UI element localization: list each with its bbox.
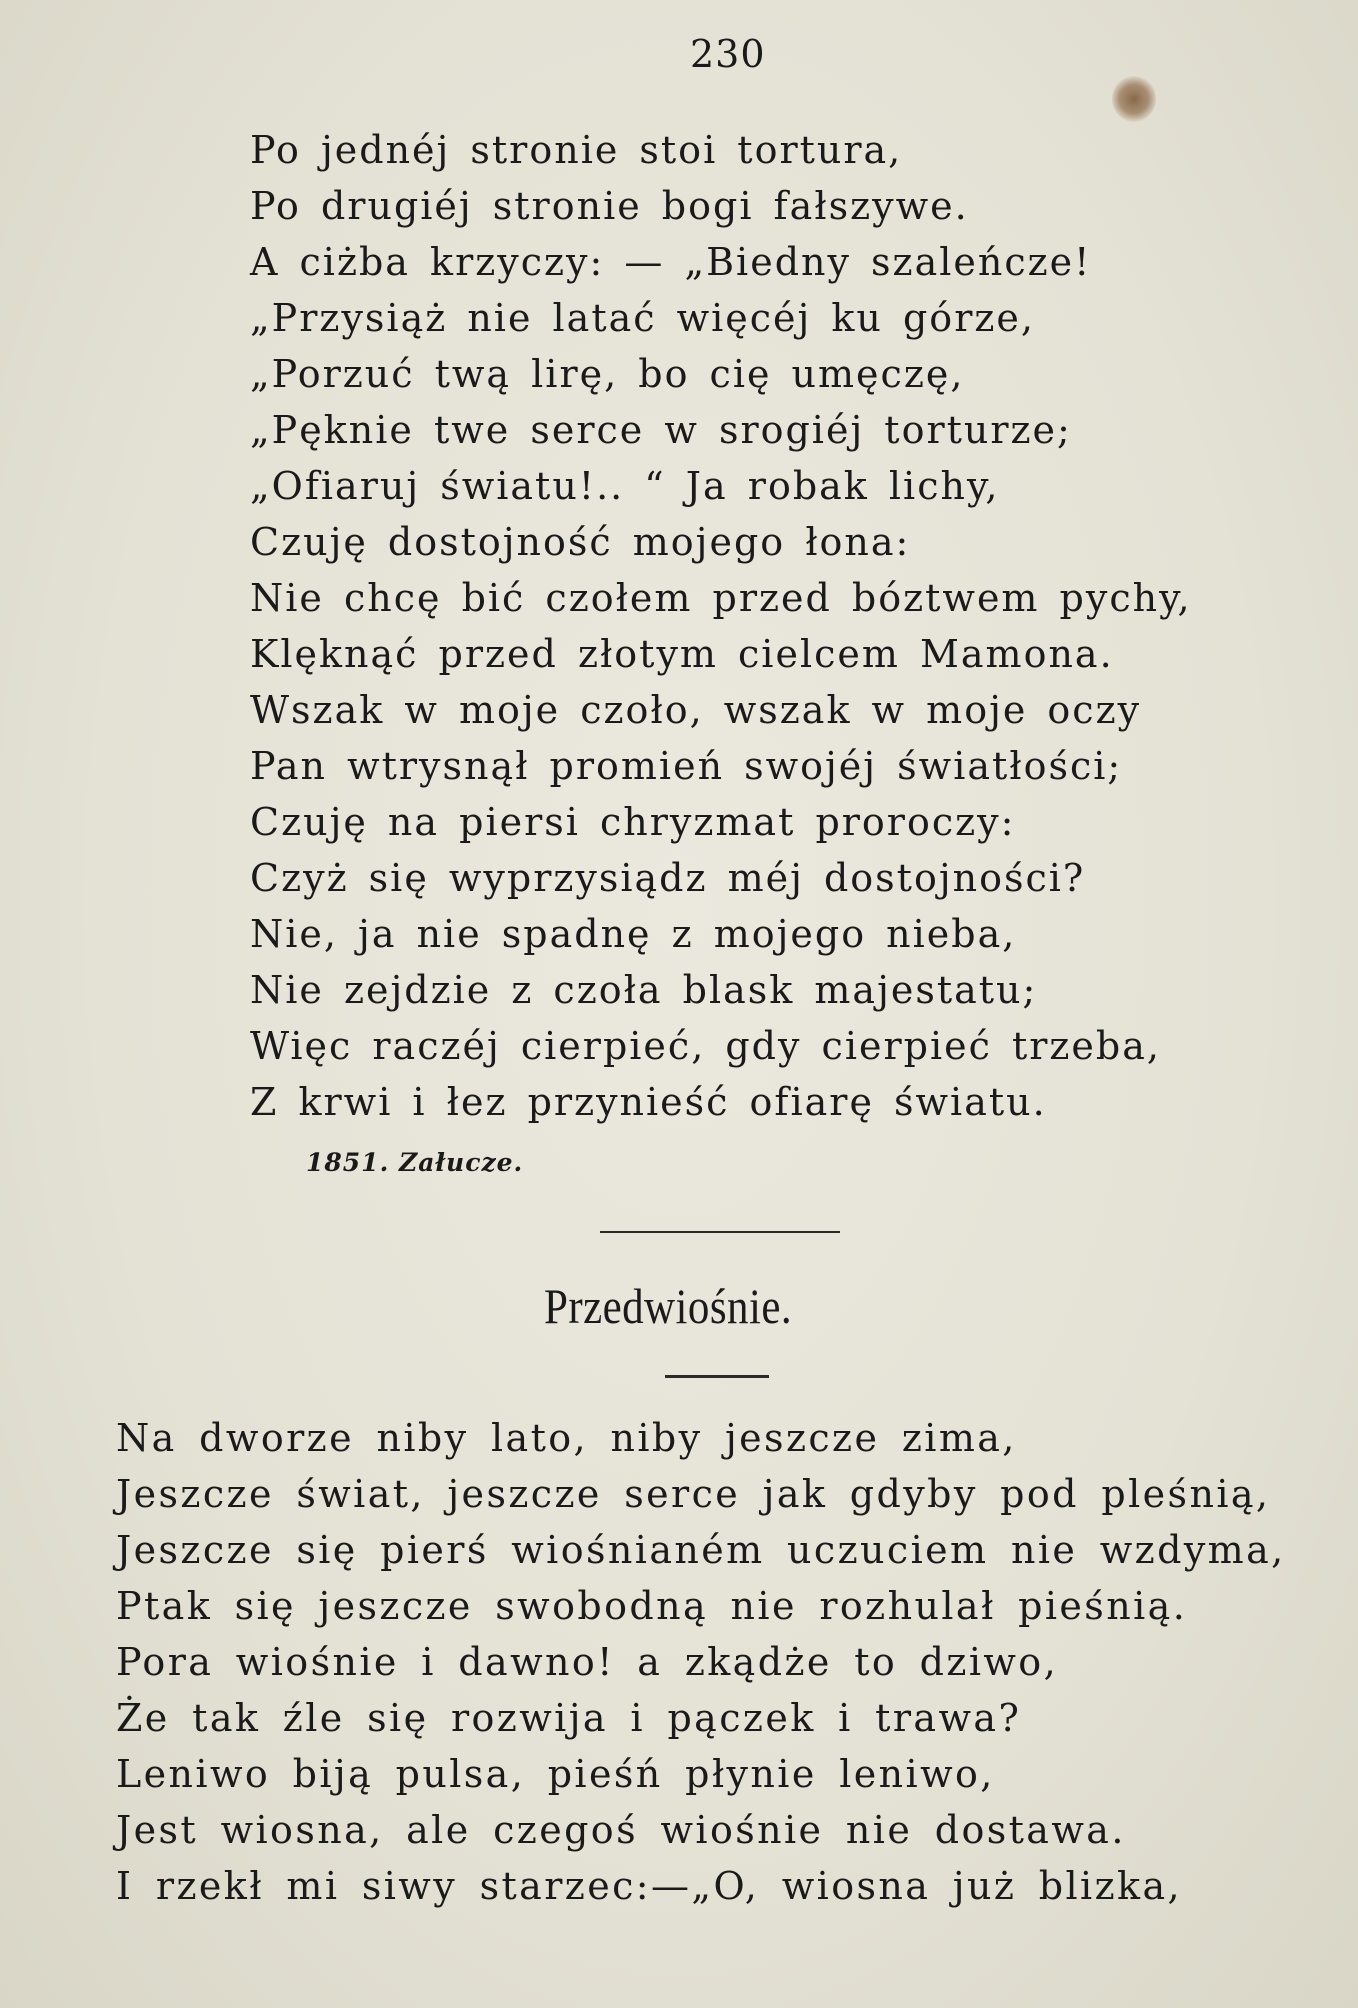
poem-line: Na dworze niby lato, niby jeszcze zima, (116, 1416, 1017, 1460)
poem-line: Jest wiosna, ale czegoś wiośnie nie dostawa. (116, 1808, 1126, 1852)
poem-line: Po drugiéj stronie bogi fałszywe. (250, 184, 969, 228)
poem-line: Więc raczéj cierpieć, gdy cierpieć trzeba, (250, 1024, 1161, 1068)
poem-line: „Ofiaruj światu!.. “ Ja robak lichy, (250, 464, 1000, 508)
page-number: 230 (690, 32, 766, 76)
poem-line: Ptak się jeszcze swobodną nie rozhulał pieśnią. (116, 1584, 1188, 1628)
title-underline (665, 1375, 769, 1378)
poem-line: Leniwo biją pulsa, pieśń płynie leniwo, (116, 1752, 995, 1796)
poem-line: Nie zejdzie z czoła blask majestatu; (250, 968, 1038, 1012)
poem-line: Pan wtrysnął promień swojéj światłości; (250, 744, 1123, 788)
poem-line: „Pęknie twe serce w srogiéj torturze; (250, 408, 1072, 452)
poem-line: Jeszcze świat, jeszcze serce jak gdyby pod pleśnią, (116, 1472, 1271, 1516)
poem-line: Nie, ja nie spadnę z mojego nieba, (250, 912, 1017, 956)
poem-line: Pora wiośnie i dawno! a zkądże to dziwo, (116, 1640, 1059, 1684)
poem-line: I rzekł mi siwy starzec:—„O, wiosna już blizka, (116, 1864, 1182, 1908)
poem-line: Nie chcę bić czołem przed bóztwem pychy, (250, 576, 1192, 620)
poem-line: Czuję dostojność mojego łona: (250, 520, 911, 564)
poem-dateline: 1851. Załucze. (306, 1148, 524, 1177)
paper-stain (1112, 76, 1156, 122)
poem-line: Po jednéj stronie stoi tortura, (250, 128, 903, 172)
poem-line: Że tak źle się rozwija i pączek i trawa? (116, 1696, 1022, 1740)
poem-line: Klęknąć przed złotym cielcem Mamona. (250, 632, 1114, 676)
poem-line: Czyż się wyprzysiądz méj dostojności? (250, 856, 1086, 900)
poem-bottom (116, 1410, 1286, 1914)
poem-line: „Porzuć twą lirę, bo cię umęczę, (250, 352, 965, 396)
poem-line: A ciżba krzyczy: — „Biedny szaleńcze! (250, 240, 1092, 284)
poem-line: Wszak w moje czoło, wszak w moje oczy (250, 688, 1142, 732)
poem-top (250, 122, 1192, 1130)
poem-line: „Przysiąż nie latać więcéj ku górze, (250, 296, 1035, 340)
section-divider (600, 1231, 840, 1233)
poem-line: Jeszcze się pierś wiośnianém uczuciem nie wzdyma, (116, 1528, 1286, 1572)
section-title: Przedwiośnie. (544, 1278, 793, 1334)
poem-line: Z krwi i łez przynieść ofiarę światu. (250, 1080, 1047, 1124)
poem-line: Czuję na piersi chryzmat proroczy: (250, 800, 1016, 844)
